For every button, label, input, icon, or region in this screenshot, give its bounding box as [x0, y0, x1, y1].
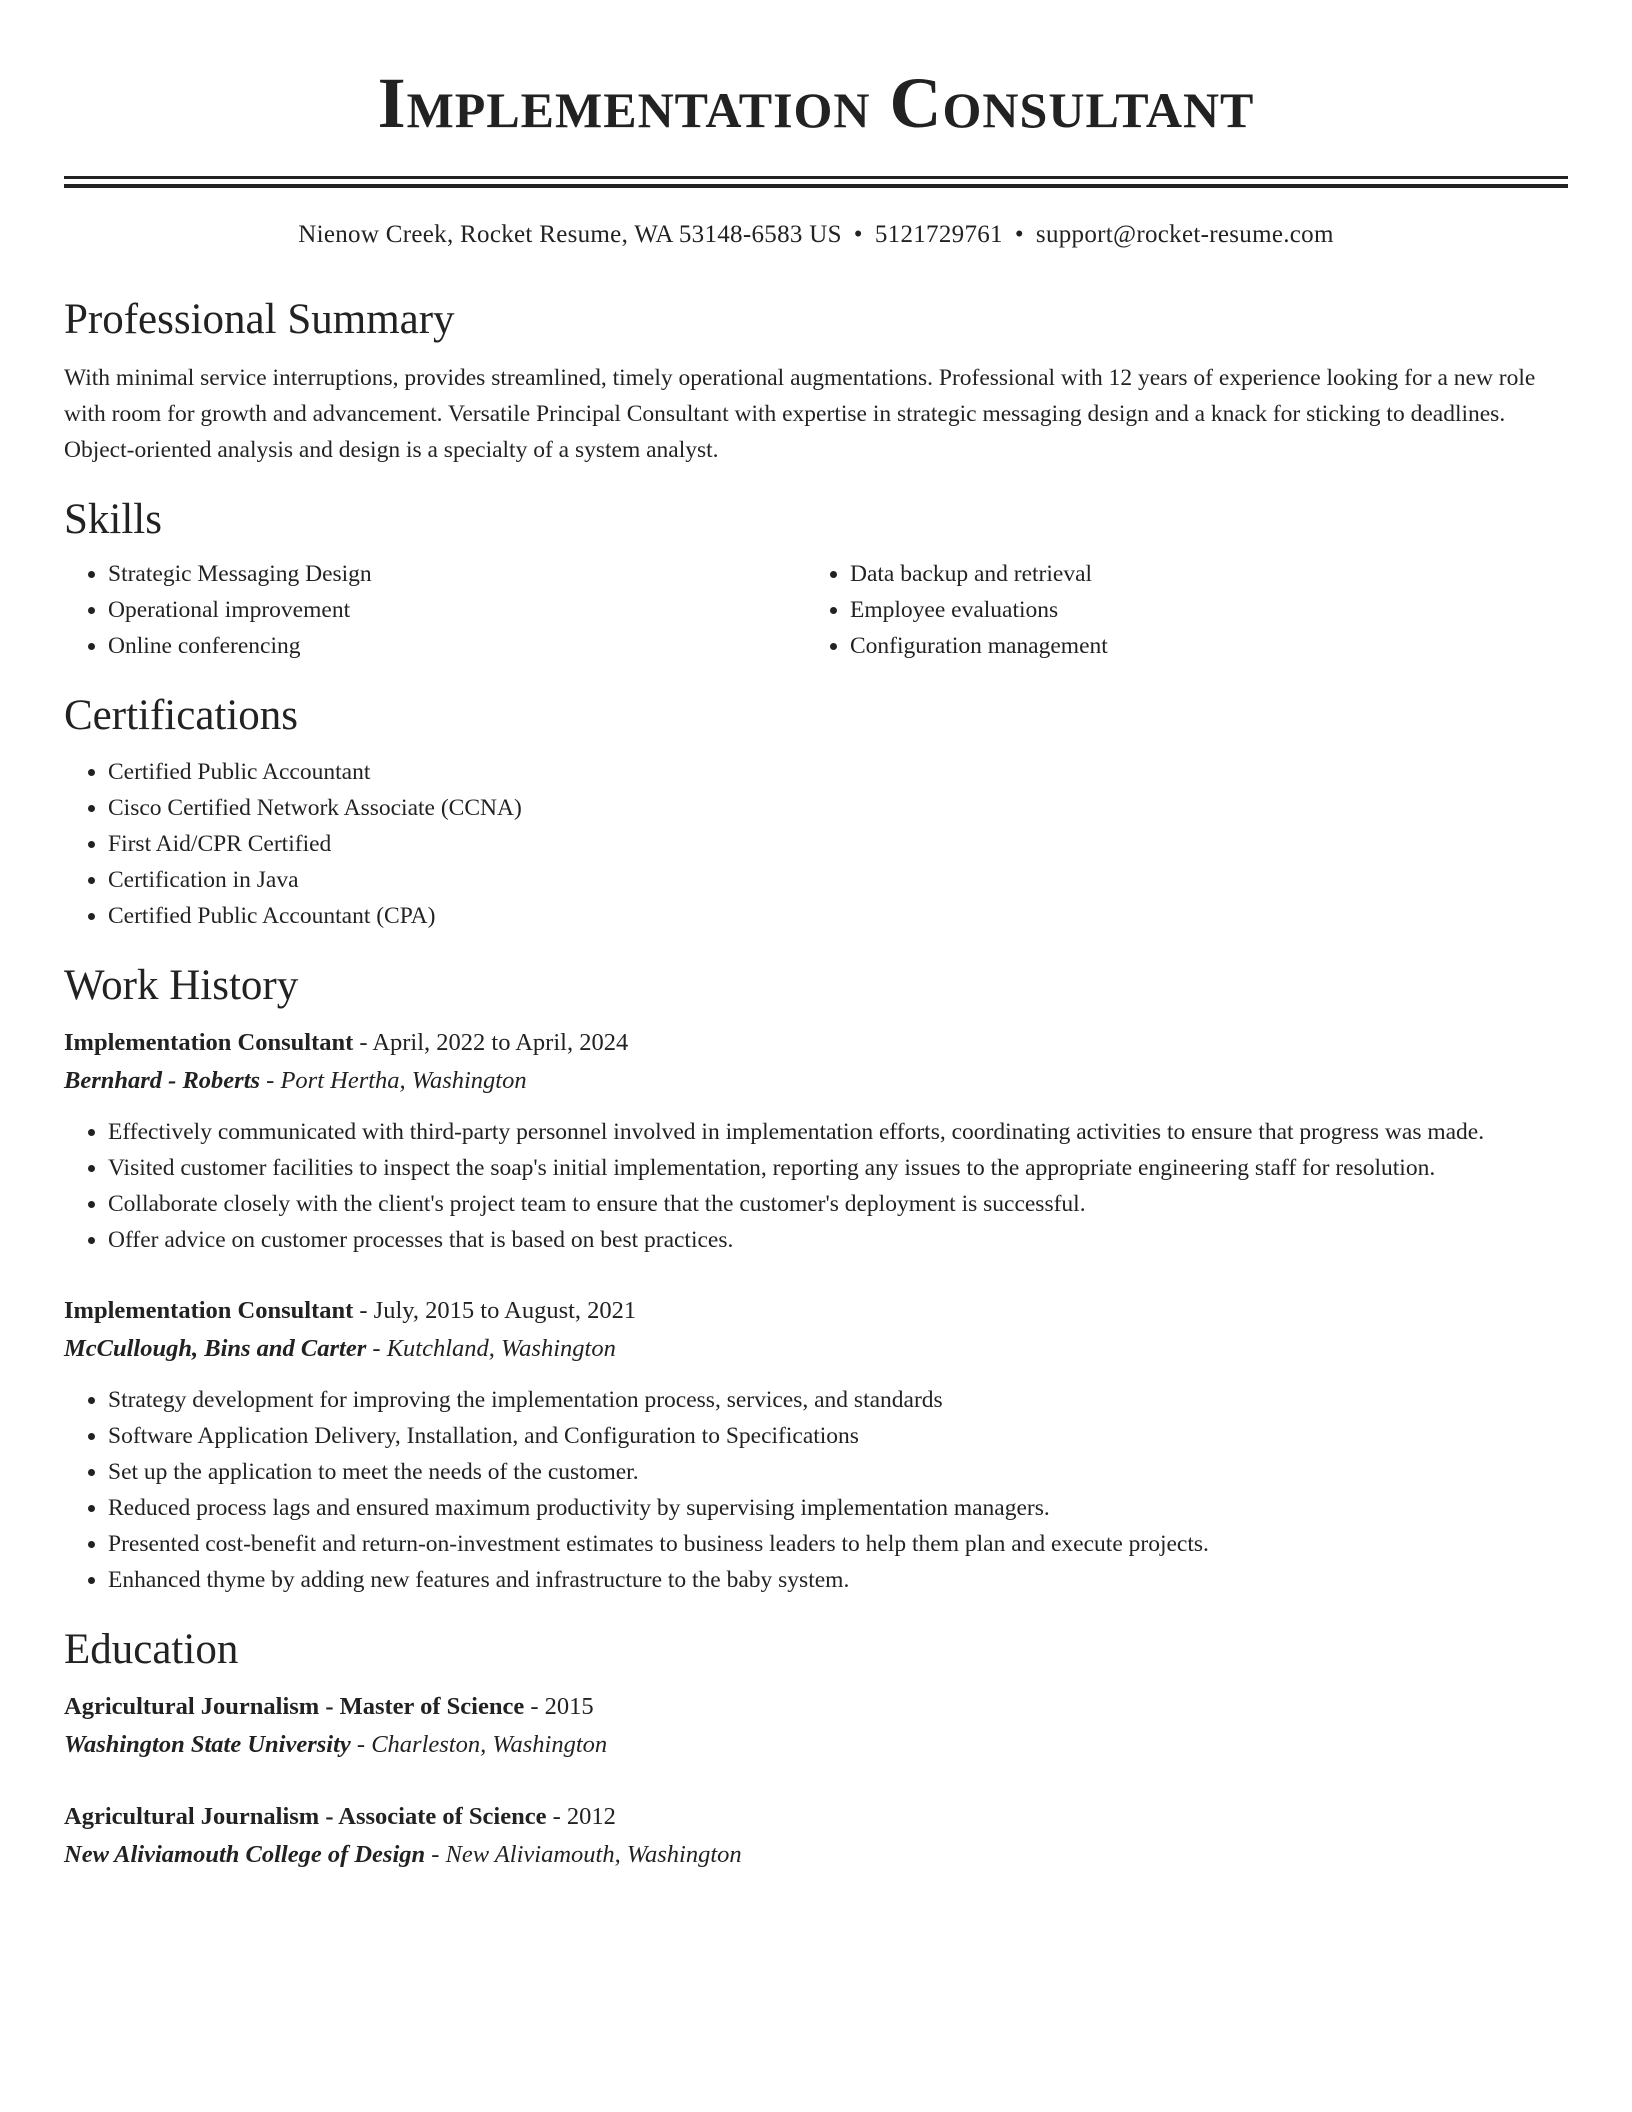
contact-address: Nienow Creek, Rocket Resume, WA 53148-6583 US: [298, 221, 842, 248]
education-degree-line: [64, 1798, 1568, 1836]
education-section: [64, 1622, 1568, 1874]
skill-item: • Employee evaluations: [850, 592, 1548, 628]
certifications-list: [64, 754, 1568, 934]
job-bullet: • Presented cost-benefit and return-on-investment estimates to business leaders to help them plan and execute projects.: [108, 1526, 1568, 1562]
job-header: [64, 1024, 1568, 1062]
skills-list-right: [806, 556, 1548, 664]
job-bullet: • Set up the application to meet the needs of the customer.: [108, 1454, 1568, 1490]
job-location: - Kutchland, Washington: [366, 1335, 616, 1362]
education-entry: [64, 1688, 1568, 1764]
job-bullet: • Software Application Delivery, Installation, and Configuration to Specifications: [108, 1418, 1568, 1454]
job-bullet: • Enhanced thyme by adding new features and infrastructure to the baby system.: [108, 1562, 1568, 1598]
education-entry: [64, 1798, 1568, 1874]
certification-item: • Cisco Certified Network Associate (CCNA): [108, 790, 1568, 826]
certification-item: • Certified Public Accountant (CPA): [108, 898, 1568, 934]
contact-separator: •: [853, 221, 863, 248]
skills-section: [64, 492, 1568, 664]
education-school: New Aliviamouth College of Design: [64, 1841, 426, 1868]
contact-phone[interactable]: 5121729761: [874, 221, 1003, 248]
job-title: Implementation Consultant: [64, 1029, 354, 1056]
summary-text: With minimal service interruptions, provides streamlined, timely operational augmentations. Professional with 12 years of experience looking for a new role with room for growth and advancement. Versatile Principal Consultant with expertise in strategic messaging design and a knack for sticking to deadlines. Object-oriented analysis and design is a specialty of a system analyst.: [64, 365, 1536, 463]
job-bullets: [64, 1382, 1568, 1598]
job-bullet: • Visited customer facilities to inspect the soap's initial implementation, reporting any issues to the appropriate engineering staff for resolution.: [108, 1150, 1568, 1186]
education-degree: Agricultural Journalism - Associate of Science: [64, 1803, 547, 1830]
skill-item: • Online conferencing: [108, 628, 806, 664]
education-year: - 2012: [546, 1803, 616, 1830]
job-bullet: • Effectively communicated with third-party personnel involved in implementation efforts, coordinating activities to ensure that progress was made.: [108, 1114, 1568, 1150]
job-header: [64, 1292, 1568, 1330]
resume-title: Implementation Consultant: [377, 63, 1255, 143]
job-location: - Port Hertha, Washington: [260, 1067, 527, 1094]
skill-item: • Configuration management: [850, 628, 1548, 664]
education-heading: Education: [64, 1626, 239, 1673]
skill-item: • Operational improvement: [108, 592, 806, 628]
job-entry: [64, 1292, 1568, 1598]
skill-item: • Strategic Messaging Design: [108, 556, 806, 592]
certification-item: • Certified Public Accountant: [108, 754, 1568, 790]
job-title: Implementation Consultant: [64, 1297, 354, 1324]
contact-email[interactable]: support@rocket-resume.com: [1035, 221, 1334, 248]
certifications-heading: Certifications: [64, 692, 299, 739]
job-company: McCullough, Bins and Carter: [64, 1335, 367, 1362]
job-company: Bernhard - Roberts: [64, 1067, 261, 1094]
job-dates: - April, 2022 to April, 2024: [353, 1029, 629, 1056]
summary-heading: Professional Summary: [64, 296, 455, 343]
job-employer: [64, 1330, 1568, 1368]
skills-heading: Skills: [64, 496, 162, 543]
title-double-rule: [64, 176, 1568, 188]
certifications-section: [64, 688, 1568, 934]
education-school-line: [64, 1836, 1568, 1874]
contact-separator: •: [1014, 221, 1024, 248]
skills-grid: [64, 556, 1568, 664]
job-employer: [64, 1062, 1568, 1100]
education-location: - Charleston, Washington: [350, 1731, 608, 1758]
work-history-heading: Work History: [64, 962, 299, 1009]
education-degree-line: [64, 1688, 1568, 1726]
job-bullet: • Strategy development for improving the implementation process, services, and standards: [108, 1382, 1568, 1418]
education-school: Washington State University: [64, 1731, 351, 1758]
summary-section: [64, 292, 1568, 468]
job-bullets: [64, 1114, 1568, 1258]
certification-item: • First Aid/CPR Certified: [108, 826, 1568, 862]
education-school-line: [64, 1726, 1568, 1764]
job-entry: [64, 1024, 1568, 1258]
education-year: - 2015: [524, 1693, 594, 1720]
education-degree: Agricultural Journalism - Master of Science: [64, 1693, 525, 1720]
job-bullet: • Collaborate closely with the client's project team to ensure that the customer's deployment is successful.: [108, 1186, 1568, 1222]
certification-item: • Certification in Java: [108, 862, 1568, 898]
contact-line: [64, 218, 1568, 252]
job-bullet: • Reduced process lags and ensured maximum productivity by supervising implementation managers.: [108, 1490, 1568, 1526]
job-dates: - July, 2015 to August, 2021: [353, 1297, 637, 1324]
education-location: - New Aliviamouth, Washington: [425, 1841, 742, 1868]
skills-list-left: [64, 556, 806, 664]
job-bullet: • Offer advice on customer processes that is based on best practices.: [108, 1222, 1568, 1258]
skill-item: • Data backup and retrieval: [850, 556, 1548, 592]
work-history-section: [64, 958, 1568, 1598]
